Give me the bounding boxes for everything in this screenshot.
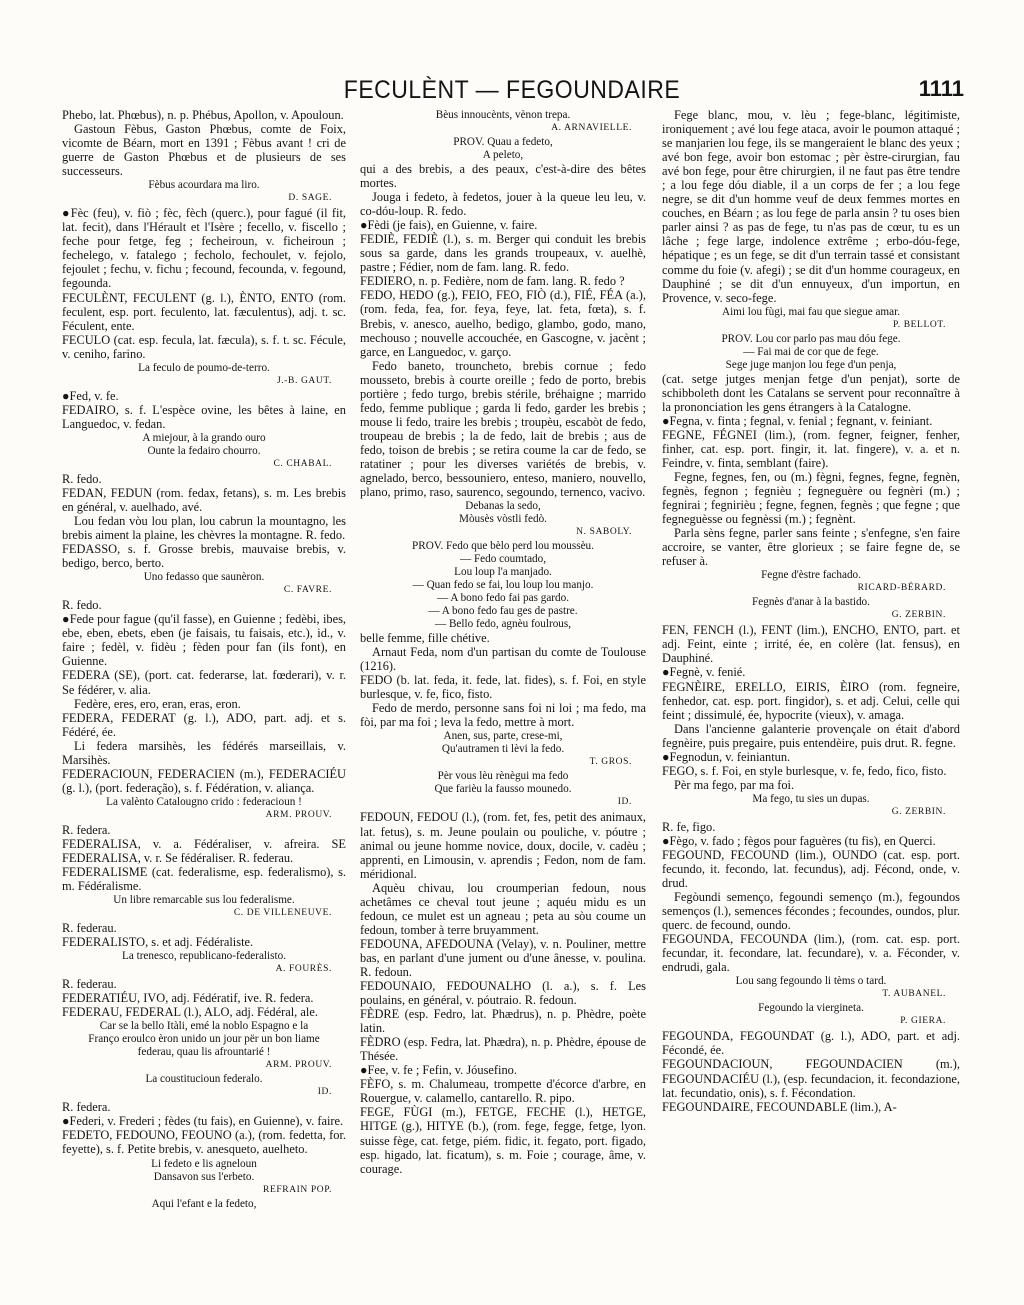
quotation: Anen, sus, parte, crese-mi, Qu'autramen ti lèvi la fedo. — [441, 730, 565, 756]
entry-paragraph: Fedo de merdo, personne sans foi ni loi ; ma fedo, ma fòi, par ma foi ; leva la fedo, mettre à mort. — [360, 701, 646, 730]
quote-author: ID. — [317, 1087, 332, 1098]
quote-author: P. GIERA. — [900, 1016, 946, 1027]
quote-author: N. SABOLY. — [576, 527, 632, 538]
entry-paragraph: FEGNÈIRE, ERELLO, EIRIS, ÈIRO (rom. fegneire, fenhedor, cat. esp. port. fingidor), s. et adj. Celui, celle qui feint ; dissimulé, ée, hypocrite (vieux), v. amaga. — [662, 679, 960, 722]
entry-paragraph: R. federau. — [62, 921, 117, 936]
entry-paragraph: FEN, FENCH (l.), FENT (lim.), ENCHO, ENTO, part. et adj. Feint, einte ; irrité, ée, en colère (lat. fensus), en Dauphiné. — [662, 623, 960, 666]
quotation: Fegoundo la viergineta. — [758, 1002, 864, 1015]
entry-paragraph: ●Fèdi (je fais), en Guienne, v. faire. — [360, 218, 538, 233]
entry-paragraph: FEDOUNAIO, FEDOUNALHO (l. a.), s. f. Les poulains, en général, v. póutraio. R. fedoun. — [360, 979, 646, 1008]
quotation: PROV. Quau a fedeto, A peleto, — [453, 136, 553, 161]
quotation: A miejour, à la grando ouro Ounte la fedairo chourro. — [142, 431, 266, 457]
entry-paragraph: FEDIERO, n. p. Fedière, nom de fam. lang. R. fedo ? — [360, 274, 625, 289]
entry-paragraph: ●Fèc (feu), v. fiò ; fèc, fèch (querc.), pour fagué (il fit, lat. fecit), dans l'Hérault et l'Isère ; fecello, v. fiscello ; feche pour fetge, feg ; fecheiroun, v. ficheiroun ; fechelego, v. fatalego ; fecholo, fechoulet, v. fejolo, fejoulet ; fechu, v. fichu ; fecound, fecounda, v. fegound, fegounda. — [62, 206, 346, 291]
entry-paragraph: FEGOUNDACIOUN, FEGOUNDACIEN (m.), FEGOUNDACIÉU (l.), (esp. fecundacion, it. fecondazione, lat. fecundatio, onis), s. f. Fécondation. — [662, 1057, 960, 1100]
entry-paragraph: FEGE, FÙGI (m.), FETGE, FECHE (l.), HETGE, HITGE (g.), HITYE (b.), (rom. fege, fegge, fetge, lyon. suisse fège, cat. fetge, piém. fidic, it. fegato, port. figado, esp. higado, lat. ficatum), s. m. Foie ; courage, âme, v. courage. — [360, 1105, 646, 1176]
entry-paragraph: FEDETO, FEDOUNO, FEOUNO (a.), (rom. fedetta, for. feyette), s. f. Petite brebis, v. anesqueto, auelheto. — [62, 1128, 346, 1157]
entry-paragraph: FEDERACIOUN, FEDERACIEN (m.), FEDERACIÉU (g. l.), (port. federação), s. f. Fédération, v. aliança. — [62, 766, 346, 795]
entry-paragraph: Phebo, lat. Phœbus), n. p. Phébus, Apollon, v. Apouloun. — [62, 108, 344, 122]
quote-author: G. ZERBIN. — [891, 610, 946, 621]
column-right — [662, 108, 960, 1278]
entry-paragraph: Dans l'ancienne galanterie provençale on était d'abord fegnèire, puis pregaire, puis entendèire, puis drut. R. fegne. — [662, 721, 960, 750]
entry-paragraph: FÈFO, s. m. Chalumeau, trompette d'écorce d'arbre, en Rouergue, v. calamello, cantarello. R. pipo. — [360, 1077, 646, 1106]
entry-paragraph: FEGNE, FÉGNEI (lim.), (rom. fegner, feigner, fenher, finher, cat. esp. port. fingir, it. lat. fingere), v. a. et n. Feindre, v. finta, semblant (faire). — [662, 427, 960, 470]
entry-paragraph: FEGOUNDAIRE, FECOUNDABLE (lim.), A- — [662, 1099, 897, 1114]
quotation: Pèr vous lèu rènègui ma fedo Que farièu la fausso mounedo. — [434, 770, 572, 796]
entry-paragraph: FÈDRO (esp. Fedra, lat. Phædra), n. p. Phèdre, épouse de Thésée. — [360, 1035, 646, 1064]
quote-author: REFRAIN POP. — [263, 1184, 332, 1195]
entry-paragraph: FEDO (b. lat. feda, it. fede, lat. fides), s. f. Foi, en style burlesque, v. fe, fico, fisto. — [360, 673, 646, 702]
quotation: Fèbus acourdara ma liro. — [148, 179, 260, 192]
entry-paragraph: ●Fegnè, v. fenié. — [662, 665, 746, 680]
entry-paragraph: ●Fede pour fague (qu'il fasse), en Guienne ; fedèbi, ibes, ebe, eben, ebets, eben (je faisais, tu faisais, etc.), id., v. faire ; fedèl, v. fidèu ; fèden pour fan (ils font), en Guienne. — [62, 612, 346, 669]
entry-paragraph: FEDERALISME (cat. federalisme, esp. federalismo), s. m. Fédéralisme. — [62, 865, 346, 894]
quote-author: P. BELLOT. — [892, 319, 946, 330]
entry-paragraph: ●Fee, v. fe ; Fefin, v. Jóusefino. — [360, 1063, 517, 1078]
quotation: Fegnès d'anar à la bastido. — [752, 596, 870, 609]
entry-paragraph: Li federa marsihès, les fédérés marseillais, v. Marsihès. — [62, 738, 346, 767]
entry-paragraph: R. fedo. — [62, 471, 102, 486]
entry-paragraph: FEGOUNDA, FEGOUNDAT (g. l.), ADO, part. et adj. Fécondé, ée. — [662, 1029, 960, 1058]
entry-paragraph: FEDERA (SE), (port. cat. federarse, lat. fœderari), v. r. Se fédérer, v. alia. — [62, 668, 346, 697]
quotation: PROV. Lou cor parlo pas mau dóu fege. — Fai mai de cor que de fege. Sege juge manjon lou fege d'un penja, — [721, 332, 901, 371]
entry-paragraph: FEDOUN, FEDOU (l.), (rom. fet, fes, petit des animaux, lat. fetus), s. m. Jeune poulain ou pouliche, v. póutre ; animal ou jeune homme novice, doux, docile, v. cadèu ; apprenti, en Limousin, v. aprendis ; Fedon, nom de fam. méridional. — [360, 810, 646, 881]
entry-paragraph: Pèr ma fego, par ma foi. — [674, 777, 795, 792]
quote-author: A. FOURÈS. — [275, 964, 332, 975]
quotation: La valènto Catalougno crido : federacioun ! — [106, 795, 302, 808]
entry-paragraph: R. fe, figo. — [662, 819, 716, 834]
quote-author: A. ARNAVIELLE. — [551, 123, 632, 133]
entry-paragraph: ●Federi, v. Frederi ; fèdes (tu fais), en Guienne), v. faire. — [62, 1114, 344, 1129]
quotation: Uno fedasso que saunèron. — [143, 571, 265, 584]
quotation: La coustitucioun federalo. — [145, 1073, 263, 1086]
quote-author: RICARD-BÉRARD. — [857, 583, 946, 594]
entry-paragraph: R. federa. — [62, 1100, 111, 1115]
entry-paragraph: FÈDRE (esp. Fedro, lat. Phædrus), n. p. Phèdre, poète latin. — [360, 1007, 646, 1036]
quotation: Bèus innoucènts, vènon trepa. — [435, 109, 571, 121]
entry-paragraph: Fedo baneto, trouncheto, brebis cornue ; fedo mousseto, brebis à courte oreille ; fedo de porto, brebis portière ; fedo turgo, brebis stérile, bréhaigne ; marrido fedo, femme publique ; garda li fedo, garder les brebis ; mouse li fedo, traire les brebis ; troupèu, escabòt de fedo, troupeau de brebis ; la de fedo, lait de brebis ; aus de fedo, toison de brebis ; se retira coume la car de fedo, se ratatiner ; pour les diverses variétés de brebis, v. agnelado, berco, bessouniero, enteso, maniero, nouvello, plano, primo, raso, saurenco, segoundo, ternenco, vacivo. — [360, 358, 646, 500]
entry-paragraph: Fegne, fegnes, fen, ou (m.) fègni, fegnes, fegne, fegnèn, fegnès, fegnon ; fegnièu ; fegneguère ou fegnèri (m.) ; fegnirai ; fegnirièu ; fegne, fegnen, fegnès ; que fegne ; que fegneguèsse ou fegnèssi (m.) ; fegnènt. — [662, 469, 960, 527]
entry-paragraph: ●Fed, v. fe. — [62, 388, 119, 403]
entry-paragraph: FEGO, s. f. Foi, en style burlesque, v. fe, fedo, fico, fisto. — [662, 763, 947, 778]
quote-author: T. GROS. — [589, 757, 632, 768]
entry-paragraph: FEGOUNDA, FECOUNDA (lim.), (rom. cat. esp. port. fecundar, it. fecondare, lat. fecundare), v. a. Féconder, v. endrudi, gala. — [662, 932, 960, 975]
running-title: FECULÈNT — FEGOUNDAIRE — [343, 74, 681, 104]
quotation: Li fedeto e lis agneloun Dansavon sus l'erbeto. — [151, 1157, 257, 1183]
quotation: PROV. Fedo que bèlo perd lou moussèu. — Fedo coumtado, Lou loup l'a manjado. — Quan fedo se fai, lou loup lou manjo. — A bono fedo fai pas gardo. — A bono fedo fau ges de pastre. — Bello fedo, agnèu foulrous, — [412, 540, 594, 631]
quote-author: J.-B. GAUT. — [277, 375, 332, 386]
column-left — [62, 108, 346, 1278]
quotation: Fegne d'èstre fachado. — [761, 569, 861, 582]
quotation: Aqui l'efant e la fedeto, — [151, 1197, 257, 1210]
quote-author: D. SAGE. — [288, 193, 332, 204]
entry-paragraph: Fedère, eres, ero, eran, eras, eron. — [74, 696, 241, 711]
quote-author: ARM. PROUV. — [265, 809, 332, 820]
entry-paragraph: R. federau. — [62, 977, 117, 992]
entry-paragraph: FEDERA, FEDERAT (g. l.), ADO, part. adj. et s. Fédéré, ée. — [62, 710, 346, 739]
quotation: Debanas la sedo, Mòusès vòstli fedò. — [459, 500, 547, 526]
entry-paragraph: Parla sèns fegne, parler sans feinte ; s'enfegne, s'en faire accroire, se vanter, être glorieux ; se faire fegne de, se refuser à. — [662, 526, 960, 569]
entry-paragraph: FEDO, HEDO (g.), FEIO, FEO, FIÒ (d.), FIÉ, FÉA (a.), (rom. feda, fea, for. feya, feye, lat. feta, fœta), s. f. Brebis, v. anesco, auelho, bedigo, glambo, godo, mano, mechouso ; nouvelle accouchée, en Gascogne, v. jacènt ; garce, en Languedoc, v. garço. — [360, 288, 646, 359]
entry-paragraph: R. fedo. — [62, 598, 102, 613]
entry-paragraph: ●Fegna, v. finta ; fegnal, v. fenial ; fegnant, v. feiniant. — [662, 413, 933, 428]
entry-paragraph: FEDERATIÉU, IVO, adj. Fédératif, ive. R. federa. — [62, 991, 314, 1006]
quotation: Car se la bello Itàli, emé la noblo Espagno e la Franço eroulco èron unido un jour për un bon liame federau, quau lis afrountarié ! — [88, 1020, 320, 1059]
entry-paragraph: FEGOUND, FECOUND (lim.), OUNDO (cat. esp. port. fecundo, it. fecondo, lat. fecundus), adj. Fécond, onde, v. drud. — [662, 847, 960, 891]
entry-paragraph: Gastoun Fèbus, Gaston Phœbus, comte de Foix, vicomte de Béarn, mort en 1391 ; Fèbus avant ! cri de guerre de Gaston Phœbus et de plusieurs de ses successeurs. — [62, 122, 346, 179]
entry-paragraph: (cat. setge jutges menjan fetge d'un penjat), sorte de schibboleth dont les Catalans se servent pour reconnaître à la prononciation les gens étrangers à la Catalogne. — [662, 371, 960, 414]
page-number: 1111 — [918, 76, 964, 101]
entry-paragraph: FEDOUNA, AFEDOUNA (Velay), v. n. Pouliner, mettre bas, en parlant d'une jument ou d'une ânesse, v. poulina. R. fedoun. — [360, 936, 646, 979]
entry-paragraph: ●Fègo, v. fado ; fègos pour faguères (tu fis), en Querci. — [662, 833, 936, 848]
entry-paragraph: Fege blanc, mou, v. lèu ; fege-blanc, légitimiste, ironiquement ; avé lou fege ataca, avoir le poumon attaqué ; se manjarien lou fege, ils se mangeraient le blanc des yeux ; avé bon fege, avoir bon estomac ; pèr èstre-cirurgian, fau avé bon fege, pour être chirurgien, il ne faut pas être tendre ; a lou fege dóu diable, il a un corps de fer ; a lou fege negre, se dit d'un homme veuf de deux femmes mortes en couches, en Béarn ; as lou fege de parla ansin ? tu oses bien parler ainsi ? as pas de fege, tu n'as pas de cœur, tu es un lâche ; fege large, indolence extrême ; erbo-dóu-fege, hépatique ; es un fege, se dit d'un terrain tassé et consistant comme du foie (v. afegi) ; se dit d'un homme courageux, en Dauphiné ; se dit d'un ennuyeux, d'un importun, en Provence, v. seco-fege. — [662, 108, 960, 305]
entry-paragraph: Lou fedan vòu lou plan, lou cabrun la mountagno, les brebis aiment la plaine, les chèvres la montagne. R. fedo. — [62, 514, 346, 543]
entry-paragraph: FEDERAU, FEDERAL (l.), ALO, adj. Fédéral, ale. — [62, 1005, 318, 1020]
quote-author: ID. — [617, 797, 632, 808]
entry-paragraph: FECULO (cat. esp. fecula, lat. fæcula), s. f. t. sc. Fécule, v. ceniho, farino. — [62, 332, 346, 361]
entry-paragraph: qui a des brebis, a des peaux, c'est-à-dire des bêtes mortes. — [360, 162, 646, 191]
quote-author: C. DE VILLENEUVE. — [233, 908, 332, 919]
entry-paragraph: FEDIÈ, FEDIÈ (l.), s. m. Berger qui conduit les brebis sous sa garde, dans les grands troupeaux, v. auelhè, pastre ; Fédier, nom de fam. lang. R. fedo. — [360, 232, 646, 275]
page-header — [60, 76, 964, 104]
entry-paragraph: Jouga i fedeto, à fedetos, jouer à la queue leu leu, v. co-dóu-loup. R. fedo. — [360, 190, 646, 219]
quote-author: ARM. PROUV. — [265, 1060, 332, 1071]
entry-paragraph: FEDAIRO, s. f. L'espèce ovine, les bêtes à laine, en Languedoc, v. fedan. — [62, 402, 346, 431]
entry-paragraph: FECULÈNT, FECULENT (g. l.), ÈNTO, ENTO (rom. feculent, esp. port. feculento, lat. fæculentus), adj. t. sc. Féculent, ente. — [62, 290, 346, 333]
column-middle — [360, 108, 646, 1278]
entry-paragraph: FEDASSO, s. f. Grosse brebis, mauvaise brebis, v. bedigo, berco, berto. — [62, 542, 346, 571]
entry-paragraph: FEDERALISA, v. a. Fédéraliser, v. afreira. SE FEDERALISA, v. r. Se fédéraliser. R. federau. — [62, 836, 346, 865]
quote-author: C. FAVRE. — [283, 585, 332, 596]
entry-paragraph: Fegòundi semenço, fegoundi semenço (m.), fegoundos semenços (l.), semences fécondes ; fecoundes, oundos, plur. querc. de fecound, oundo. — [662, 890, 960, 933]
quotation: Lou sang fegoundo li tèms o tard. — [735, 975, 887, 988]
quote-author: C. CHABAL. — [273, 458, 332, 469]
entry-paragraph: ●Fegnodun, v. feiniantun. — [662, 749, 791, 764]
entry-paragraph: FEDAN, FEDUN (rom. fedax, fetans), s. m. Les brebis en général, v. auelhado, avé. — [62, 485, 346, 514]
entry-paragraph: R. federa. — [62, 822, 111, 837]
entry-paragraph: FEDERALISTO, s. et adj. Fédéraliste. — [62, 935, 254, 950]
entry-paragraph: Aquèu chivau, lou croumperian fedoun, nous achetâmes ce cheval tout jeune ; aquéu midu es un fedoun, ce mulet est un agneau ; peta au sòu coume un fedoun, tomber à terre bruyamment. — [360, 880, 646, 937]
quotation: Un libre remarcable sus lou federalisme. — [113, 894, 295, 907]
quotation: Aimi lou fùgi, mai fau que siegue amar. — [721, 305, 901, 318]
entry-paragraph: belle femme, fille chétive. — [360, 631, 490, 646]
quote-author: G. ZERBIN. — [891, 806, 946, 817]
entry-paragraph: Arnaut Feda, nom d'un partisan du comte de Toulouse (1216). — [360, 645, 646, 674]
quotation: La feculo de poumo-de-terro. — [138, 361, 270, 374]
quote-author: T. AUBANEL. — [882, 989, 946, 1000]
quotation: Ma fego, tu sies un dupas. — [752, 792, 870, 805]
quotation: La trenesco, republicano-federalisto. — [121, 950, 286, 963]
